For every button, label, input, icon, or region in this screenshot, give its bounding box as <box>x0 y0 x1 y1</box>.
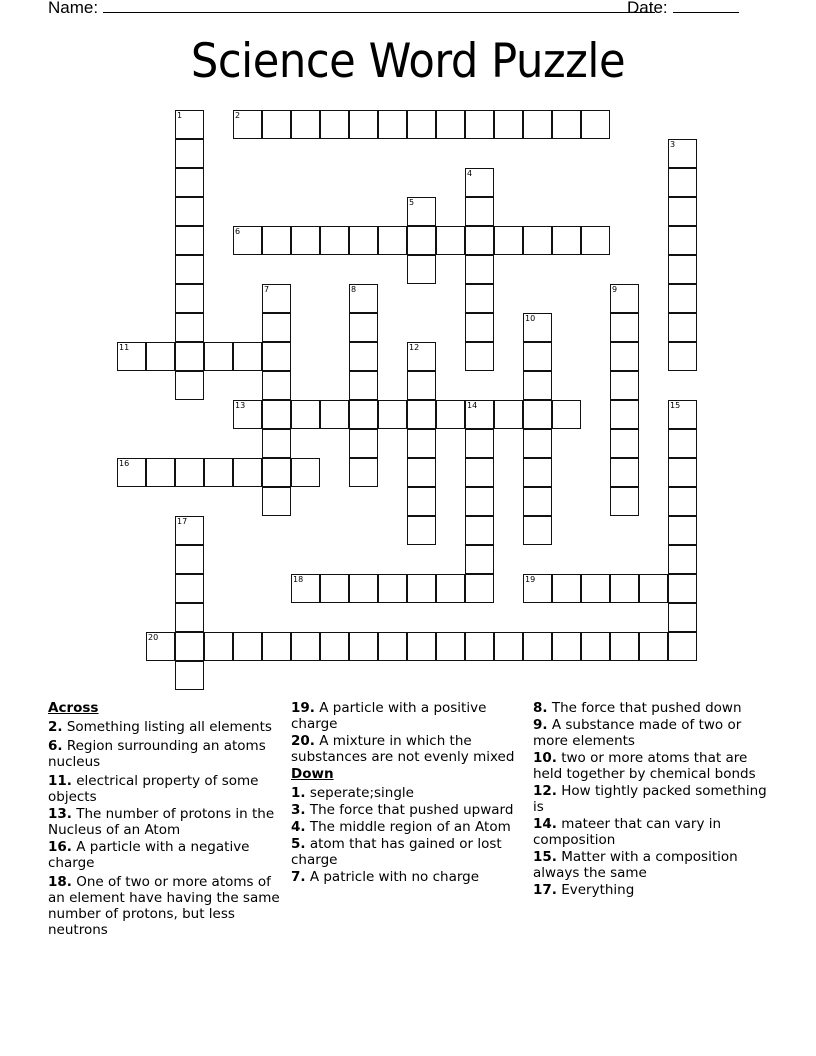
grid-cell[interactable] <box>610 400 639 429</box>
cell-number: 7 <box>264 285 270 294</box>
grid-cell[interactable] <box>465 574 494 603</box>
grid-cell[interactable] <box>204 458 233 487</box>
clue-text: seperate;single <box>309 785 414 801</box>
grid-cell[interactable] <box>378 400 407 429</box>
grid-cell[interactable] <box>262 632 291 661</box>
clue-text: A particle with a positive charge <box>291 700 487 732</box>
grid-cell[interactable] <box>349 429 378 458</box>
clue-across-11 <box>48 773 283 805</box>
clue-down-14 <box>533 816 768 848</box>
grid-cell[interactable] <box>262 342 291 371</box>
grid-cell[interactable] <box>291 632 320 661</box>
grid-cell[interactable] <box>349 632 378 661</box>
grid-cell[interactable] <box>407 632 436 661</box>
grid-cell[interactable] <box>262 487 291 516</box>
grid-cell[interactable] <box>552 226 581 255</box>
grid-cell[interactable] <box>668 255 697 284</box>
across-heading: Across <box>48 700 99 716</box>
clue-text: mateer that can vary in composition <box>533 816 722 848</box>
cell-number: 1 <box>177 111 183 120</box>
grid-cell[interactable] <box>436 226 465 255</box>
grid-cell[interactable] <box>610 458 639 487</box>
grid-cell[interactable] <box>523 429 552 458</box>
grid-cell[interactable] <box>291 458 320 487</box>
cell-number: 5 <box>409 198 415 207</box>
clue-text: A mixture in which the substances are not evenly mixed <box>291 733 515 765</box>
grid-cell[interactable] <box>436 632 465 661</box>
cell-number: 3 <box>670 140 676 149</box>
grid-cell[interactable] <box>262 458 291 487</box>
grid-cell[interactable] <box>610 632 639 661</box>
cell-number: 15 <box>670 401 681 410</box>
grid-cell[interactable] <box>523 400 552 429</box>
grid-cell[interactable] <box>320 226 349 255</box>
clue-text: electrical property of some objects <box>48 773 259 805</box>
grid-cell[interactable] <box>146 458 175 487</box>
clue-across-18 <box>48 874 283 938</box>
grid-cell[interactable] <box>465 632 494 661</box>
grid-cell[interactable] <box>175 110 204 139</box>
grid-cell[interactable] <box>349 371 378 400</box>
cell-number: 14 <box>467 401 478 410</box>
grid-cell[interactable] <box>378 226 407 255</box>
grid-cell[interactable] <box>668 168 697 197</box>
grid-cell[interactable] <box>175 342 204 371</box>
grid-cell[interactable] <box>668 313 697 342</box>
grid-cell[interactable] <box>668 400 697 429</box>
clue-number: 1. <box>291 785 306 801</box>
grid-cell[interactable] <box>610 342 639 371</box>
grid-cell[interactable] <box>610 487 639 516</box>
grid-cell[interactable] <box>436 110 465 139</box>
grid-cell[interactable] <box>465 400 494 429</box>
grid-cell[interactable] <box>233 226 262 255</box>
grid-cell[interactable] <box>523 632 552 661</box>
grid-cell[interactable] <box>146 342 175 371</box>
cell-number: 16 <box>119 459 130 468</box>
grid-cell[interactable] <box>494 110 523 139</box>
grid-cell[interactable] <box>523 487 552 516</box>
grid-cell[interactable] <box>175 661 204 690</box>
grid-cell[interactable] <box>494 400 523 429</box>
clue-across-20 <box>291 733 526 765</box>
grid-cell[interactable] <box>117 342 146 371</box>
clue-down-10 <box>533 750 768 782</box>
grid-cell[interactable] <box>262 110 291 139</box>
grid-cell[interactable] <box>291 110 320 139</box>
grid-cell[interactable] <box>407 516 436 545</box>
grid-cell[interactable] <box>494 226 523 255</box>
grid-cell[interactable] <box>233 400 262 429</box>
clue-down-15 <box>533 849 768 881</box>
grid-cell[interactable] <box>668 284 697 313</box>
grid-cell[interactable] <box>204 632 233 661</box>
clue-number: 12. <box>533 783 557 799</box>
grid-cell[interactable] <box>262 400 291 429</box>
grid-cell[interactable] <box>465 255 494 284</box>
clue-text: The number of protons in the Nucleus of an Atom <box>48 806 275 838</box>
cell-number: 19 <box>525 575 536 584</box>
grid-cell[interactable] <box>175 197 204 226</box>
grid-cell[interactable] <box>175 226 204 255</box>
grid-cell[interactable] <box>436 574 465 603</box>
grid-cell[interactable] <box>407 197 436 226</box>
clue-down-5 <box>291 836 526 868</box>
grid-cell[interactable] <box>465 197 494 226</box>
grid-cell[interactable] <box>465 168 494 197</box>
clue-number: 6. <box>48 738 63 754</box>
clue-text: two or more atoms that are held together by chemical bonds <box>533 750 756 782</box>
cell-number: 10 <box>525 314 536 323</box>
clue-text: A substance made of two or more elements <box>533 717 742 749</box>
grid-cell[interactable] <box>175 284 204 313</box>
clue-across-6 <box>48 738 283 770</box>
clue-number: 9. <box>533 717 548 733</box>
grid-cell[interactable] <box>668 342 697 371</box>
grid-cell[interactable] <box>378 632 407 661</box>
clue-number: 13. <box>48 806 72 822</box>
grid-cell[interactable] <box>465 516 494 545</box>
grid-cell[interactable] <box>581 226 610 255</box>
clue-number: 15. <box>533 849 557 865</box>
cell-number: 4 <box>467 169 473 178</box>
grid-cell[interactable] <box>668 139 697 168</box>
clue-text: Something listing all elements <box>66 719 272 735</box>
grid-cell[interactable] <box>581 110 610 139</box>
clue-number: 20. <box>291 733 315 749</box>
grid-cell[interactable] <box>349 458 378 487</box>
clue-text: Everything <box>561 882 635 898</box>
clue-text: A particle with a negative charge <box>48 839 250 871</box>
grid-cell[interactable] <box>175 632 204 661</box>
clue-text: The force that pushed down <box>551 700 742 716</box>
grid-cell[interactable] <box>610 313 639 342</box>
clue-across-2 <box>48 719 283 735</box>
grid-cell[interactable] <box>175 516 204 545</box>
grid-cell[interactable] <box>320 632 349 661</box>
grid-cell[interactable] <box>407 487 436 516</box>
cell-number: 2 <box>235 111 241 120</box>
grid-cell[interactable] <box>552 632 581 661</box>
grid-cell[interactable] <box>668 632 697 661</box>
clue-text: A patricle with no charge <box>309 869 480 885</box>
grid-cell[interactable] <box>349 110 378 139</box>
grid-cell[interactable] <box>465 487 494 516</box>
cell-number: 12 <box>409 343 420 352</box>
date-label: Date: <box>627 0 668 17</box>
grid-cell[interactable] <box>233 110 262 139</box>
clue-down-7 <box>291 869 526 885</box>
grid-cell[interactable] <box>668 197 697 226</box>
grid-cell[interactable] <box>175 458 204 487</box>
grid-cell[interactable] <box>668 516 697 545</box>
clue-down-9 <box>533 717 768 749</box>
cell-number: 11 <box>119 343 130 352</box>
grid-cell[interactable] <box>262 429 291 458</box>
grid-cell[interactable] <box>523 574 552 603</box>
grid-cell[interactable] <box>465 284 494 313</box>
clue-text: atom that has gained or lost charge <box>291 836 502 868</box>
grid-cell[interactable] <box>175 545 204 574</box>
clue-number: 8. <box>533 700 548 716</box>
grid-cell[interactable] <box>407 400 436 429</box>
cell-number: 6 <box>235 227 241 236</box>
grid-cell[interactable] <box>349 226 378 255</box>
clue-number: 16. <box>48 839 72 855</box>
grid-cell[interactable] <box>407 429 436 458</box>
grid-cell[interactable] <box>465 313 494 342</box>
clue-text: One of two or more atoms of an element have having the same number of protons, but less neutrons <box>48 874 280 938</box>
cell-number: 20 <box>148 633 159 642</box>
clue-across-13 <box>48 806 283 838</box>
grid-cell[interactable] <box>349 313 378 342</box>
clue-down-17 <box>533 882 768 898</box>
grid-cell[interactable] <box>146 632 175 661</box>
down-heading: Down <box>291 766 334 782</box>
grid-cell[interactable] <box>523 371 552 400</box>
grid-cell[interactable] <box>262 371 291 400</box>
grid-cell[interactable] <box>175 168 204 197</box>
clue-number: 14. <box>533 816 557 832</box>
clues-column-3 <box>533 700 768 899</box>
grid-cell[interactable] <box>262 226 291 255</box>
clues-column-2 <box>291 700 526 886</box>
grid-cell[interactable] <box>610 429 639 458</box>
grid-cell[interactable] <box>639 632 668 661</box>
page-title: Science Word Puzzle <box>190 34 626 89</box>
clue-number: 2. <box>48 719 63 735</box>
clue-number: 5. <box>291 836 306 852</box>
clue-down-12 <box>533 783 768 815</box>
grid-cell[interactable] <box>407 574 436 603</box>
clue-down-1 <box>291 785 526 801</box>
grid-cell[interactable] <box>407 226 436 255</box>
grid-cell[interactable] <box>552 574 581 603</box>
cell-number: 13 <box>235 401 246 410</box>
grid-cell[interactable] <box>668 226 697 255</box>
grid-cell[interactable] <box>523 458 552 487</box>
clue-number: 10. <box>533 750 557 766</box>
grid-cell[interactable] <box>581 632 610 661</box>
grid-cell[interactable] <box>407 255 436 284</box>
grid-cell[interactable] <box>320 110 349 139</box>
cell-number: 17 <box>177 517 188 526</box>
grid-cell[interactable] <box>668 487 697 516</box>
grid-cell[interactable] <box>407 371 436 400</box>
clue-number: 18. <box>48 874 72 890</box>
grid-cell[interactable] <box>523 226 552 255</box>
clue-number: 19. <box>291 700 315 716</box>
grid-cell[interactable] <box>378 574 407 603</box>
clue-number: 4. <box>291 819 306 835</box>
name-label: Name: <box>48 0 99 17</box>
clue-text: The middle region of an Atom <box>309 819 511 835</box>
clue-text: Region surrounding an atoms nucleus <box>48 738 266 770</box>
grid-cell[interactable] <box>668 545 697 574</box>
grid-cell[interactable] <box>610 371 639 400</box>
grid-cell[interactable] <box>668 429 697 458</box>
grid-cell[interactable] <box>175 574 204 603</box>
grid-cell[interactable] <box>552 400 581 429</box>
clue-across-19 <box>291 700 526 732</box>
grid-cell[interactable] <box>465 545 494 574</box>
grid-cell[interactable] <box>668 574 697 603</box>
grid-cell[interactable] <box>523 342 552 371</box>
grid-cell[interactable] <box>233 342 262 371</box>
grid-cell[interactable] <box>407 458 436 487</box>
clue-number: 11. <box>48 773 72 789</box>
grid-cell[interactable] <box>668 603 697 632</box>
grid-cell[interactable] <box>204 342 233 371</box>
grid-cell[interactable] <box>378 110 407 139</box>
grid-cell[interactable] <box>291 574 320 603</box>
clue-number: 7. <box>291 869 306 885</box>
cell-number: 8 <box>351 285 357 294</box>
grid-cell[interactable] <box>494 632 523 661</box>
cell-number: 18 <box>293 575 304 584</box>
grid-cell[interactable] <box>523 110 552 139</box>
grid-cell[interactable] <box>175 371 204 400</box>
clue-down-8 <box>533 700 768 716</box>
grid-cell[interactable] <box>349 342 378 371</box>
clue-across-16 <box>48 839 283 871</box>
grid-cell[interactable] <box>523 516 552 545</box>
grid-cell[interactable] <box>320 574 349 603</box>
clue-text: Matter with a composition always the same <box>533 849 738 881</box>
grid-cell[interactable] <box>262 284 291 313</box>
clue-number: 17. <box>533 882 557 898</box>
grid-cell[interactable] <box>175 603 204 632</box>
grid-cell[interactable] <box>349 574 378 603</box>
grid-cell[interactable] <box>552 110 581 139</box>
grid-cell[interactable] <box>610 284 639 313</box>
grid-cell[interactable] <box>407 342 436 371</box>
grid-cell[interactable] <box>465 226 494 255</box>
grid-cell[interactable] <box>349 284 378 313</box>
clue-number: 3. <box>291 802 306 818</box>
grid-cell[interactable] <box>320 400 349 429</box>
grid-cell[interactable] <box>175 313 204 342</box>
grid-cell[interactable] <box>465 342 494 371</box>
grid-cell[interactable] <box>233 458 262 487</box>
grid-cell[interactable] <box>436 400 465 429</box>
grid-cell[interactable] <box>291 226 320 255</box>
grid-cell[interactable] <box>465 458 494 487</box>
clue-text: How tightly packed something is <box>533 783 767 815</box>
grid-cell[interactable] <box>233 632 262 661</box>
clue-down-4 <box>291 819 526 835</box>
clue-text: The force that pushed upward <box>309 802 514 818</box>
grid-cell[interactable] <box>117 458 146 487</box>
grid-cell[interactable] <box>407 110 436 139</box>
grid-cell[interactable] <box>349 400 378 429</box>
grid-cell[interactable] <box>523 313 552 342</box>
grid-cell[interactable] <box>639 574 668 603</box>
grid-cell[interactable] <box>262 313 291 342</box>
grid-cell[interactable] <box>175 139 204 168</box>
clue-down-3 <box>291 802 526 818</box>
grid-cell[interactable] <box>581 574 610 603</box>
cell-number: 9 <box>612 285 618 294</box>
grid-cell[interactable] <box>610 574 639 603</box>
grid-cell[interactable] <box>465 429 494 458</box>
grid-cell[interactable] <box>465 110 494 139</box>
grid-cell[interactable] <box>668 458 697 487</box>
grid-cell[interactable] <box>175 255 204 284</box>
clues-column-1 <box>48 700 283 939</box>
grid-cell[interactable] <box>291 400 320 429</box>
